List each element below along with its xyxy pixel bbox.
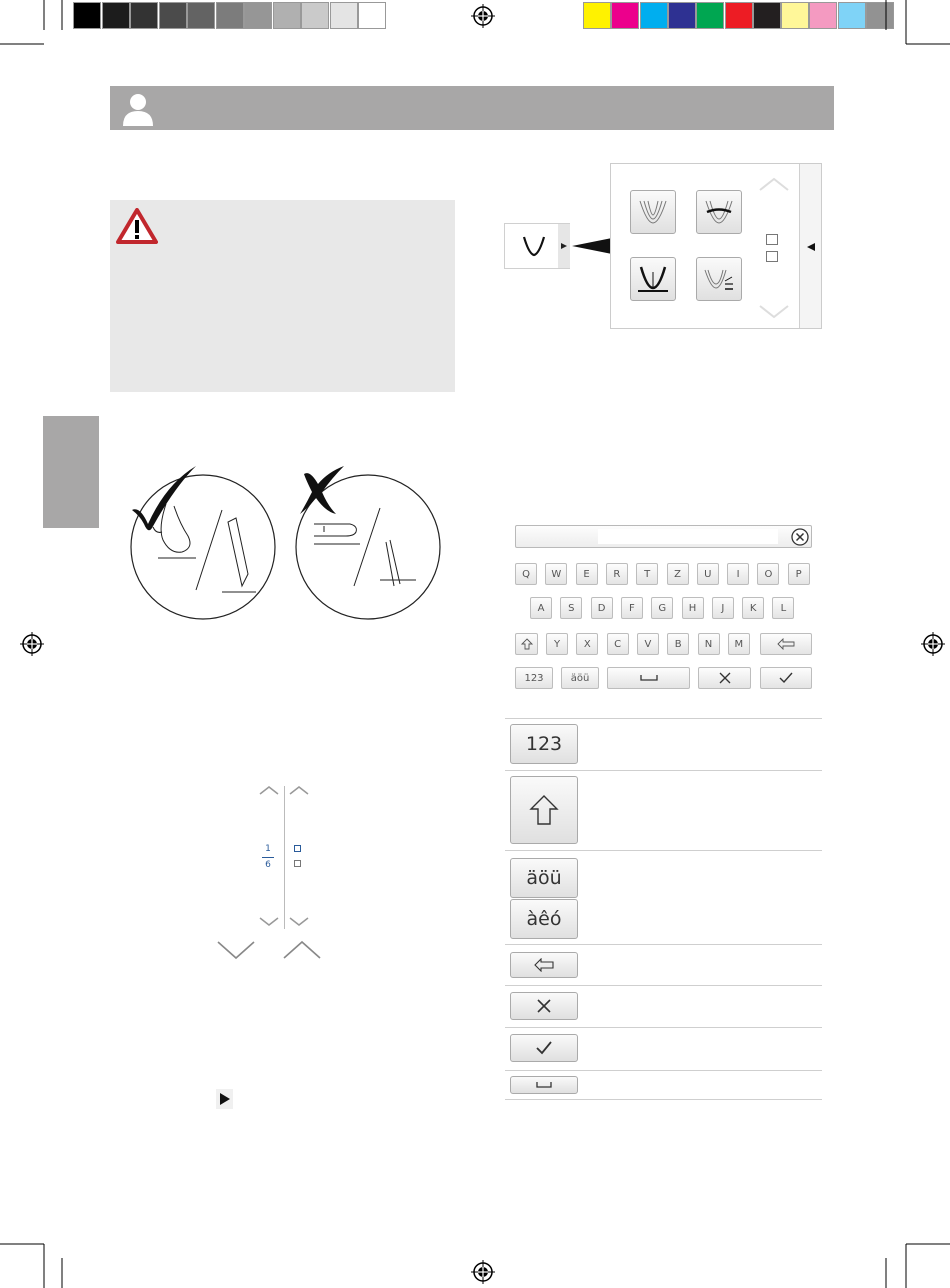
large-chevron-down-icon bbox=[216, 938, 256, 962]
backspace-icon bbox=[534, 958, 554, 972]
curve-base-icon bbox=[636, 264, 670, 294]
scroll-up-icon[interactable] bbox=[758, 176, 790, 192]
section-header-bar bbox=[110, 86, 834, 130]
key-a[interactable]: A bbox=[530, 597, 552, 619]
key-w[interactable]: W bbox=[545, 563, 567, 585]
key-s[interactable]: S bbox=[560, 597, 582, 619]
legend-accents-key: àêó bbox=[510, 899, 578, 939]
touch-usage-illustration bbox=[118, 462, 448, 624]
person-icon bbox=[120, 90, 156, 126]
key-x[interactable]: X bbox=[576, 633, 598, 655]
key-r[interactable]: R bbox=[606, 563, 628, 585]
umlauts-key[interactable]: äöü bbox=[561, 667, 599, 689]
legend-divider bbox=[505, 944, 822, 945]
keyboard-text-input[interactable] bbox=[515, 525, 812, 548]
shift-key[interactable] bbox=[515, 633, 538, 655]
mode-popup-menu bbox=[610, 163, 822, 329]
curve-bar-icon bbox=[702, 197, 736, 227]
key-g[interactable]: G bbox=[651, 597, 673, 619]
numbers-key[interactable]: 123 bbox=[515, 667, 553, 689]
warning-box bbox=[110, 200, 455, 392]
legend-cancel-key bbox=[510, 992, 578, 1020]
curve-adjust-icon bbox=[702, 264, 736, 294]
legend-divider bbox=[505, 1070, 822, 1071]
clear-input-icon[interactable] bbox=[790, 527, 810, 547]
cancel-key[interactable] bbox=[698, 667, 751, 689]
key-l[interactable]: L bbox=[772, 597, 794, 619]
key-n[interactable]: N bbox=[698, 633, 720, 655]
pointer-wedge bbox=[572, 236, 612, 256]
page-indicator-1 bbox=[766, 234, 778, 245]
selected-mode-button[interactable] bbox=[504, 223, 570, 269]
mode-option-3[interactable] bbox=[630, 257, 676, 301]
page-indicator bbox=[294, 860, 301, 867]
mode-option-1[interactable] bbox=[630, 190, 676, 234]
legend-umlauts-key: äöü bbox=[510, 858, 578, 898]
space-key[interactable] bbox=[607, 667, 690, 689]
legend-divider bbox=[505, 985, 822, 986]
legend-shift-key bbox=[510, 776, 578, 844]
play-arrow-icon bbox=[216, 1089, 233, 1109]
registration-mark-left bbox=[20, 632, 44, 656]
scroll-down-icon[interactable] bbox=[288, 916, 310, 928]
page-indicator-active bbox=[294, 845, 301, 852]
page-total: 6 bbox=[265, 860, 271, 870]
page-current: 1 bbox=[265, 844, 271, 854]
key-o[interactable]: O bbox=[757, 563, 779, 585]
key-j[interactable]: J bbox=[712, 597, 734, 619]
legend-divider bbox=[505, 1027, 822, 1028]
legend-divider bbox=[505, 1099, 822, 1100]
legend-divider bbox=[505, 770, 822, 771]
close-icon bbox=[719, 672, 731, 684]
warning-triangle-icon bbox=[116, 208, 158, 244]
key-v[interactable]: V bbox=[637, 633, 659, 655]
key-y[interactable]: Y bbox=[546, 633, 568, 655]
registration-mark-right bbox=[921, 632, 945, 656]
key-d[interactable]: D bbox=[591, 597, 613, 619]
legend-divider bbox=[505, 850, 822, 851]
key-k[interactable]: K bbox=[742, 597, 764, 619]
legend-backspace-key bbox=[510, 952, 578, 978]
backspace-icon bbox=[777, 638, 795, 650]
mode-option-2[interactable] bbox=[696, 190, 742, 234]
page-up-icon[interactable] bbox=[258, 784, 280, 796]
key-b[interactable]: B bbox=[667, 633, 689, 655]
curve-fan-icon bbox=[636, 197, 670, 227]
close-icon bbox=[536, 998, 552, 1014]
key-z[interactable]: Z bbox=[667, 563, 689, 585]
curve-v-icon bbox=[521, 234, 547, 258]
key-u[interactable]: U bbox=[697, 563, 719, 585]
mode-option-4[interactable] bbox=[696, 257, 742, 301]
scroll-down-icon[interactable] bbox=[758, 304, 790, 320]
legend-numbers-key: 123 bbox=[510, 724, 578, 764]
key-e[interactable]: E bbox=[576, 563, 598, 585]
scroll-up-icon[interactable] bbox=[288, 784, 310, 796]
chapter-side-tab bbox=[43, 416, 99, 528]
large-chevron-up-icon bbox=[282, 938, 322, 962]
key-q[interactable]: Q bbox=[515, 563, 537, 585]
legend-space-key bbox=[510, 1076, 578, 1094]
backspace-key[interactable] bbox=[760, 633, 812, 655]
fraction-line bbox=[262, 857, 274, 858]
key-m[interactable]: M bbox=[728, 633, 750, 655]
scrollbar-track bbox=[284, 786, 285, 929]
shift-icon bbox=[529, 794, 559, 826]
shift-icon bbox=[521, 638, 533, 650]
legend-confirm-key bbox=[510, 1034, 578, 1062]
key-p[interactable]: P bbox=[788, 563, 810, 585]
space-icon bbox=[536, 1081, 552, 1089]
page-down-icon[interactable] bbox=[258, 916, 280, 928]
key-t[interactable]: T bbox=[636, 563, 658, 585]
key-c[interactable]: C bbox=[607, 633, 629, 655]
legend-divider bbox=[505, 718, 822, 719]
collapse-arrow-icon[interactable] bbox=[806, 242, 816, 252]
checkmark-icon bbox=[535, 1040, 553, 1056]
registration-mark-top bbox=[471, 4, 495, 28]
registration-mark-bottom bbox=[471, 1260, 495, 1284]
space-icon bbox=[640, 674, 658, 682]
submenu-arrow-key bbox=[216, 1089, 233, 1109]
checkmark-icon bbox=[779, 672, 793, 684]
confirm-key[interactable] bbox=[760, 667, 812, 689]
key-i[interactable]: I bbox=[727, 563, 749, 585]
expand-arrow-icon bbox=[560, 242, 568, 250]
key-f[interactable]: F bbox=[621, 597, 643, 619]
page-indicator-2 bbox=[766, 251, 778, 262]
key-h[interactable]: H bbox=[682, 597, 704, 619]
